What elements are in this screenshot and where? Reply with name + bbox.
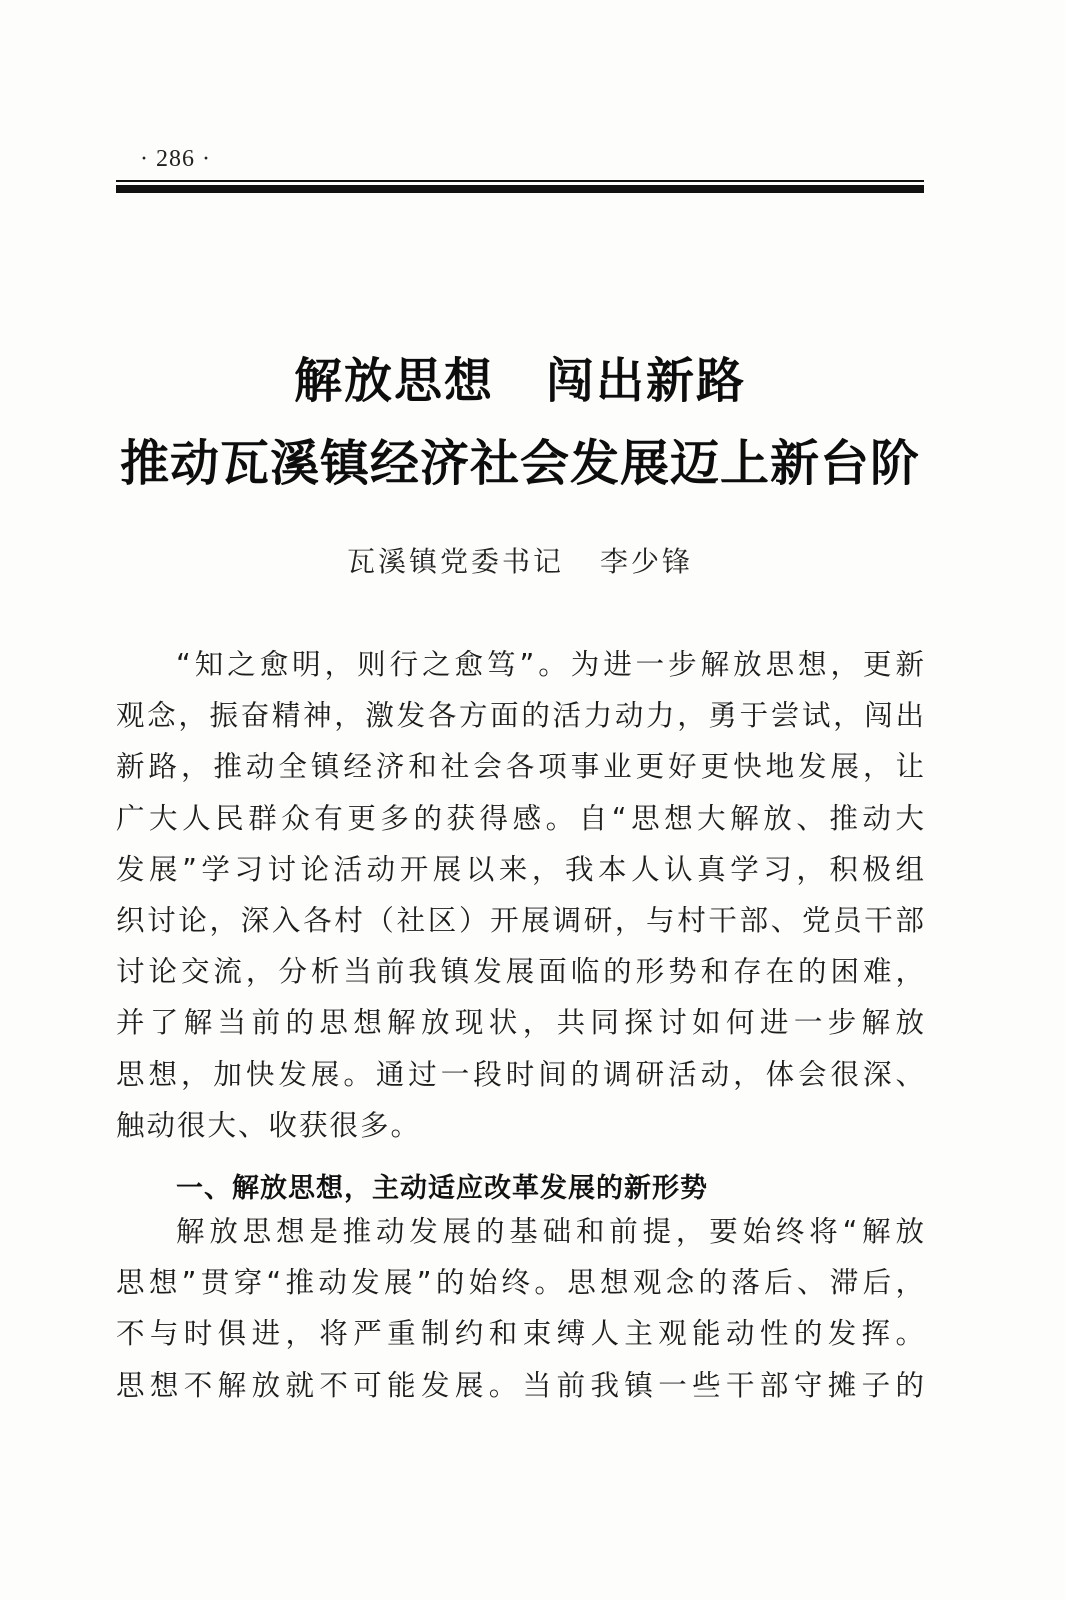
author-byline — [116, 540, 924, 580]
page-number: · 286 · — [140, 146, 211, 172]
paragraph-line: 思想不解放就不可能发展。当前我镇一些干部守摊子的 — [116, 1369, 924, 1402]
title-part-2: 闯出新路 — [546, 353, 747, 409]
paragraph-line: 织讨论，深入各村（社区）开展调研，与村干部、党员干部 — [116, 904, 924, 937]
paragraph-line: 解放思想是推动发展的基础和前提，要始终将“解放 — [176, 1215, 924, 1248]
title-part-1: 解放思想 — [293, 353, 494, 409]
paragraph-line: 不与时俱进，将严重制约和束缚人主观能动性的发挥。 — [116, 1317, 924, 1350]
paragraph-line: 讨论交流，分析当前我镇发展面临的形势和存在的困难， — [116, 955, 924, 988]
article-title-line-1 — [116, 342, 924, 411]
author-title: 瓦溪镇党委书记 — [346, 545, 564, 578]
section-heading: 一、解放思想，主动适应改革发展的新形势 — [176, 1173, 708, 1204]
paragraph-line: 触动很大、收获很多。 — [116, 1109, 422, 1142]
paragraph-line: 发展”学习讨论活动开展以来，我本人认真学习，积极组 — [116, 853, 924, 886]
paragraph-line: 并了解当前的思想解放现状，共同探讨如何进一步解放 — [116, 1006, 924, 1039]
paragraph-line: 思想”贯穿“推动发展”的始终。思想观念的落后、滞后， — [116, 1266, 924, 1299]
paragraph-line: 思想，加快发展。通过一段时间的调研活动，体会很深、 — [116, 1058, 924, 1091]
paragraph-line: “知之愈明，则行之愈笃”。为进一步解放思想，更新 — [176, 648, 924, 681]
author-name: 李少锋 — [600, 545, 694, 578]
header-rule-thin — [116, 180, 924, 182]
article-title-line-2: 推动瓦溪镇经济社会发展迈上新台阶 — [119, 434, 920, 492]
paragraph-line: 观念，振奋精神，激发各方面的活力动力，勇于尝试，闯出 — [116, 699, 924, 732]
header-rule-thick — [116, 185, 924, 193]
paragraph-line: 广大人民群众有更多的获得感。自“思想大解放、推动大 — [116, 802, 924, 835]
paragraph-line: 新路，推动全镇经济和社会各项事业更好更快地发展，让 — [116, 750, 924, 783]
